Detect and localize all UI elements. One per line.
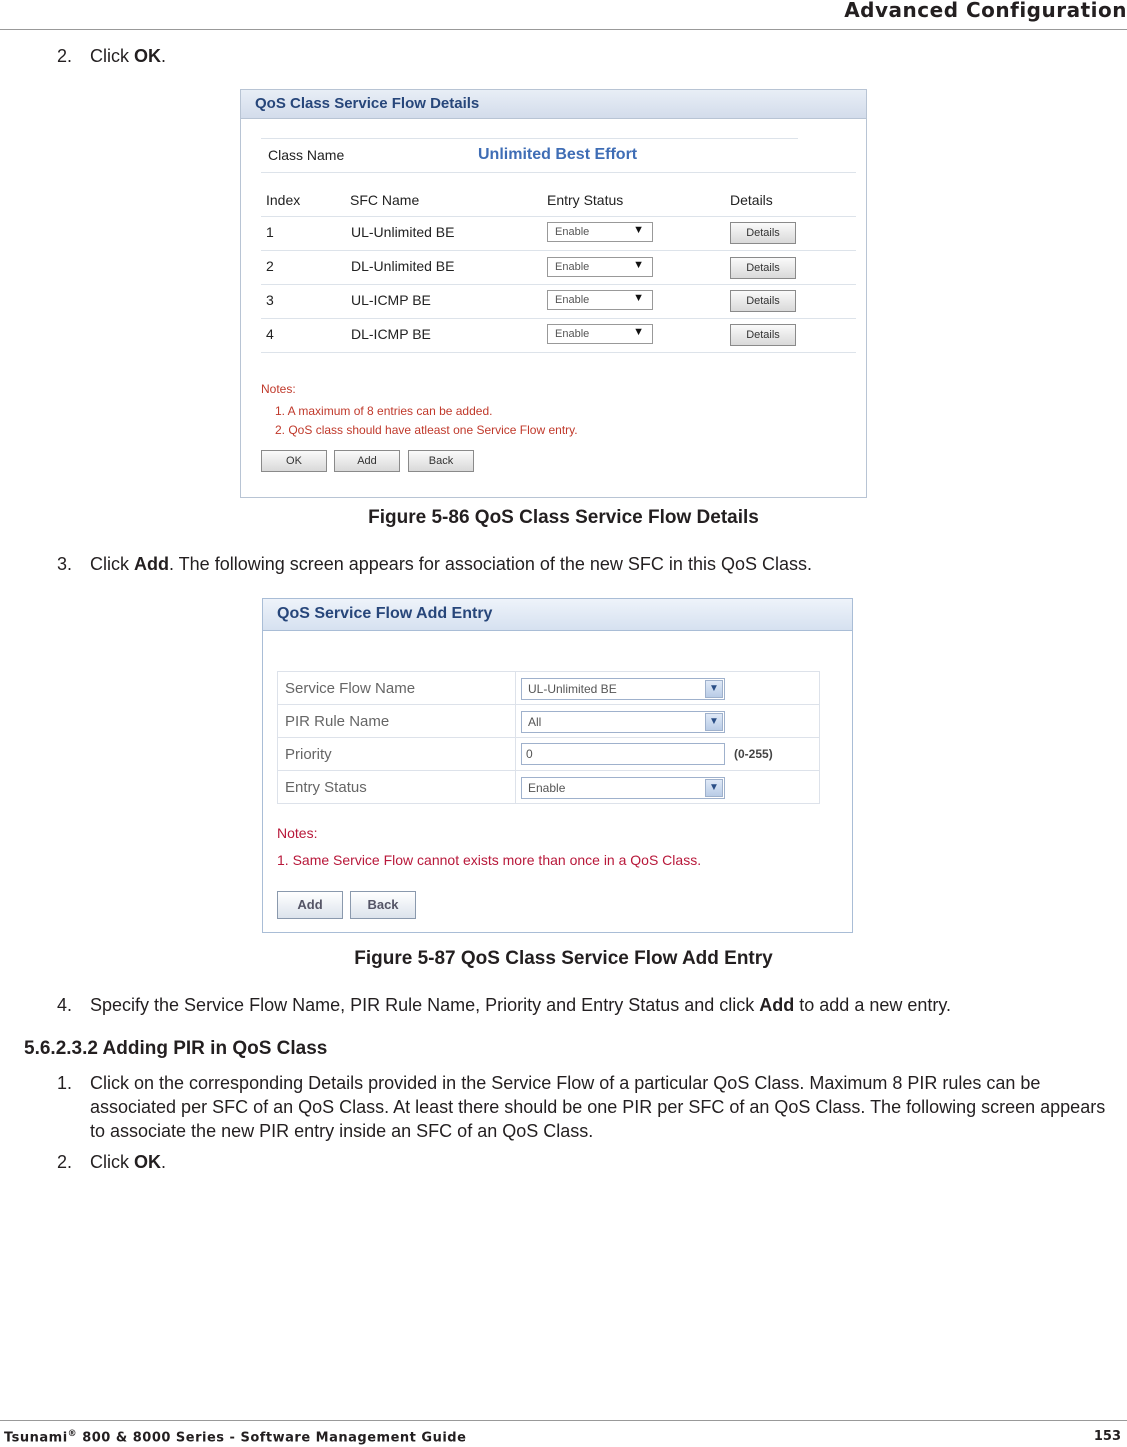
entry-status-select[interactable]: Enable ▼ <box>547 222 653 242</box>
row-index: 4 <box>266 326 274 342</box>
add-entry-form <box>277 671 820 804</box>
priority-range-hint: (0-255) <box>734 747 773 761</box>
entry-status-select[interactable]: Enable ▼ <box>547 324 653 344</box>
step-number: 2. <box>57 46 73 66</box>
header-divider <box>0 29 1127 30</box>
row-sfc-name: UL-Unlimited BE <box>351 224 455 240</box>
row-sfc-name: DL-Unlimited BE <box>351 258 455 274</box>
entry-status-select[interactable]: Enable ▼ <box>521 777 725 799</box>
entry-status-select[interactable]: Enable ▼ <box>547 257 653 277</box>
ok-button[interactable]: OK <box>261 450 327 472</box>
entry-status-cell <box>516 771 820 804</box>
panel-header <box>263 599 852 631</box>
page-header-title: Advanced Configuration <box>844 0 1127 22</box>
priority-input[interactable]: 0 <box>521 743 725 765</box>
footer-product-title: Tsunami® 800 & 8000 Series - Software Management Guide <box>4 1429 467 1446</box>
pir-rule-name-label: PIR Rule Name <box>278 705 516 738</box>
row-index: 2 <box>266 258 274 274</box>
priority-cell <box>516 738 820 771</box>
divider <box>261 250 856 251</box>
dropdown-arrow-icon: ▼ <box>705 779 723 797</box>
priority-label: Priority <box>278 738 516 771</box>
step-text: Click on the corresponding Details provided in the Service Flow of a particular QoS Class. Maximum 8 PIR rules can be associated per SFC of an QoS Class. At least there should be one PIR per SFC of an QoS Class. The following screen appears to associate the new PIR entry inside an SFC of an QoS Class. <box>90 1073 1106 1141</box>
note-item: 1. A maximum of 8 entries can be added. <box>275 404 493 418</box>
step-number: 1. <box>57 1073 73 1093</box>
dropdown-arrow-icon: ▼ <box>705 680 723 698</box>
qos-service-flow-add-entry-panel <box>262 598 853 933</box>
form-row <box>278 705 820 738</box>
details-button[interactable]: Details <box>730 222 796 244</box>
divider <box>261 352 856 353</box>
entry-status-label: Entry Status <box>278 771 516 804</box>
details-button[interactable]: Details <box>730 257 796 279</box>
qos-class-service-flow-details-panel <box>240 89 867 498</box>
dropdown-arrow-icon: ▼ <box>705 713 723 731</box>
add-button[interactable]: Add <box>334 450 400 472</box>
divider <box>261 318 856 319</box>
details-button[interactable]: Details <box>730 290 796 312</box>
row-index: 1 <box>266 224 274 240</box>
figure-caption: Figure 5-86 QoS Class Service Flow Details <box>368 507 759 528</box>
service-flow-name-cell <box>516 672 820 705</box>
footer-divider <box>0 1420 1127 1421</box>
details-button[interactable]: Details <box>730 324 796 346</box>
notes-label: Notes: <box>261 382 296 396</box>
page-number: 153 <box>1093 1429 1121 1444</box>
column-header-details: Details <box>730 192 773 208</box>
dropdown-arrow-icon: ▼ <box>633 292 644 304</box>
divider <box>261 172 856 173</box>
step-number: 2. <box>57 1152 73 1172</box>
figure-caption: Figure 5-87 QoS Class Service Flow Add Entry <box>354 948 773 969</box>
row-index: 3 <box>266 292 274 308</box>
section-heading: 5.6.2.3.2 Adding PIR in QoS Class <box>24 1038 328 1059</box>
pir-rule-name-cell <box>516 705 820 738</box>
dropdown-arrow-icon: ▼ <box>633 326 644 338</box>
column-header-entry-status: Entry Status <box>547 192 624 208</box>
dropdown-arrow-icon: ▼ <box>633 224 644 236</box>
form-row <box>278 771 820 804</box>
panel-title: QoS Service Flow Add Entry <box>277 605 493 622</box>
divider <box>261 216 856 217</box>
service-flow-name-select[interactable]: UL-Unlimited BE ▼ <box>521 678 725 700</box>
add-button[interactable]: Add <box>277 891 343 919</box>
divider <box>261 284 856 285</box>
dropdown-arrow-icon: ▼ <box>633 259 644 271</box>
row-sfc-name: UL-ICMP BE <box>351 292 431 308</box>
class-name-value: Unlimited Best Effort <box>478 146 638 163</box>
notes-label: Notes: <box>277 825 318 841</box>
form-row <box>278 738 820 771</box>
back-button[interactable]: Back <box>408 450 474 472</box>
step-number: 3. <box>57 554 73 574</box>
back-button[interactable]: Back <box>350 891 416 919</box>
pir-rule-name-select[interactable]: All ▼ <box>521 711 725 733</box>
row-sfc-name: DL-ICMP BE <box>351 326 431 342</box>
entry-status-select[interactable]: Enable ▼ <box>547 290 653 310</box>
step-text: Specify the Service Flow Name, PIR Rule Name, Priority and Entry Status and click Add to add a new entry. <box>90 995 952 1015</box>
service-flow-name-label: Service Flow Name <box>278 672 516 705</box>
panel-header <box>241 90 866 119</box>
column-header-sfc-name: SFC Name <box>350 192 420 208</box>
step-number: 4. <box>57 995 73 1015</box>
class-name-label: Class Name <box>268 147 345 163</box>
form-row <box>278 672 820 705</box>
step-text: Click OK. <box>90 46 167 66</box>
column-header-index: Index <box>266 192 301 208</box>
step-text: Click OK. <box>90 1152 167 1172</box>
note-item: 2. QoS class should have atleast one Service Flow entry. <box>275 423 578 437</box>
note-item: 1. Same Service Flow cannot exists more than once in a QoS Class. <box>277 852 702 868</box>
panel-title: QoS Class Service Flow Details <box>255 95 480 112</box>
divider <box>261 138 798 139</box>
step-text: Click Add. The following screen appears for association of the new SFC in this QoS Class. <box>90 554 812 574</box>
